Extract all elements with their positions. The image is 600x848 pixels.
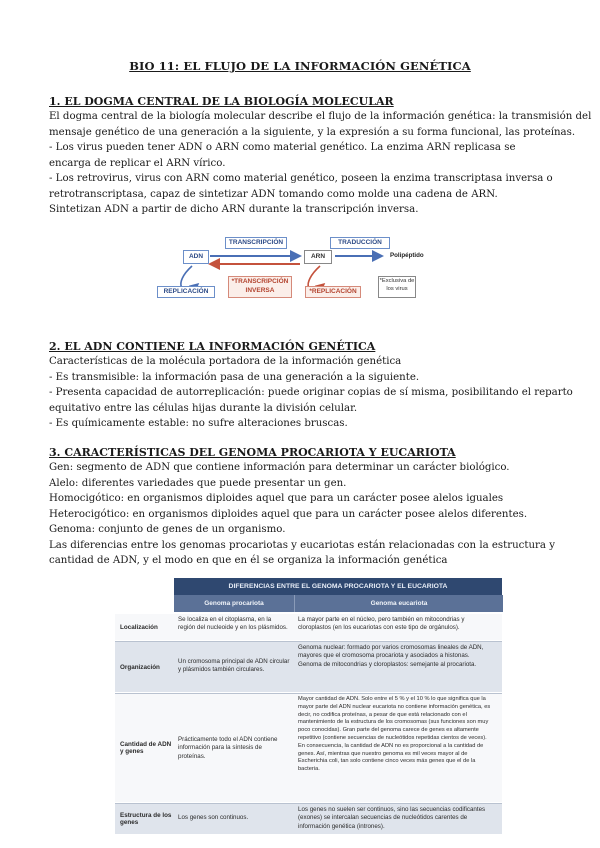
section3-line: Gen: segmento de ADN que contiene información para determinar un carácter biológico. xyxy=(49,462,510,473)
replication-label: REPLICACIÓN xyxy=(157,286,215,298)
section1-line: - Los virus pueden tener ADN o ARN como material genético. La enzima ARN replicasa se xyxy=(49,142,516,153)
section2-line: Características de la molécula portadora de la información genética xyxy=(49,356,402,367)
section3-line: Homocigótico: en organismos diploides aquel que para un carácter posee alelos iguales xyxy=(49,493,504,504)
section3-line: cantidad de ADN, y el modo en que en él se organiza la información genética xyxy=(49,555,448,566)
cell-localizacion-procariota: Se localiza en el citoplasma, en la región del nucleoide y en los plásmidos. xyxy=(174,614,294,640)
section2-line: - Presenta capacidad de autorreplicación: puede originar copias de sí misma, posibilitando el reparto xyxy=(49,387,573,398)
cell-localizacion-eucariota: La mayor parte en el núcleo, pero también en mitocondrias y cloroplastos (en los eucariotas con este tipo de orgánulos). xyxy=(294,614,502,640)
central-dogma-diagram xyxy=(150,232,450,304)
cell-cantidad-procariota: Prácticamente todo el ADN contiene información para la síntesis de proteínas. xyxy=(174,694,294,802)
section1-heading: 1. EL DOGMA CENTRAL DE LA BIOLOGÍA MOLECULAR xyxy=(49,95,394,108)
transcription-label: TRANSCRIPCIÓN xyxy=(225,237,287,249)
section3-heading: 3. CARACTERÍSTICAS DEL GENOMA PROCARIOTA Y EUCARIOTA xyxy=(49,446,456,459)
section1-line: - Los retrovirus, virus con ARN como material genético, poseen la enzima transcriptasa inversa o xyxy=(49,173,553,184)
section1-line: Sintetizan ADN a partir de dicho ARN durante la transcripción inversa. xyxy=(49,204,419,215)
section2-heading: 2. EL ADN CONTIENE LA INFORMACIÓN GENÉTICA xyxy=(49,340,376,353)
page-title: BIO 11: EL FLUJO DE LA INFORMACIÓN GENÉTICA xyxy=(129,59,471,73)
cell-organizacion-eucariota: Genoma nuclear: formado por varios cromosomas lineales de ADN, mayores que el cromosoma procariota y asociados a histonas. Genoma de mitocondrias y cloroplastos: semejante al procariota. xyxy=(294,642,502,692)
row-label-cantidad: Cantidad de ADN y genes xyxy=(115,694,174,802)
virus-exclusive-note: *Exclusiva de los virus xyxy=(378,276,416,298)
rna-replication-label: *REPLICACIÓN xyxy=(305,286,361,298)
cell-cantidad-eucariota: Mayor cantidad de ADN. Solo entre el 5 % y el 10 % lo que significa que la mayor parte del ADN nuclear eucariota no contiene información genética, es decir, no codifica proteínas, a pesar de que está relacionado con el mantenimiento de la estructura de los cromosomas (sus funciones son muy poco conocidas). Gran parte del genoma carece de genes es altamente repetitivo (contiene secuencias de nucleótidos repetidas cientos de veces). En consecuencia, la cantidad de ADN no es proporcional a la cantidad de genes. Así, mientras que nuestro genoma es mil veces mayor al de Escherichia coli, tan solo contiene cinco veces más genes que el de la bacteria. xyxy=(294,694,502,802)
section3-line: Las diferencias entre los genomas procariotas y eucariotas están relacionadas con la estructura y xyxy=(49,540,555,551)
dna-box: ADN xyxy=(183,250,209,264)
section1-line: retrotranscriptasa, capaz de sintetizar ADN tomando como molde una cadena de ARN. xyxy=(49,189,498,200)
translation-label: TRADUCCIÓN xyxy=(330,237,390,249)
table-title: DIFERENCIAS ENTRE EL GENOMA PROCARIOTA Y EL EUCARIOTA xyxy=(174,578,502,595)
section2-line: equitativo entre las células hijas durante la división celular. xyxy=(49,403,358,414)
section3-line: Alelo: diferentes variedades que puede presentar un gen. xyxy=(49,478,347,489)
cell-organizacion-procariota: Un cromosoma principal de ADN circular y plásmidos también circulares. xyxy=(174,642,294,692)
row-label-localizacion: Localización xyxy=(115,614,174,640)
cell-estructura-eucariota: Los genes no suelen ser continuos, sino las secuencias codificantes (exones) se intercalan secuencias de nucleótidos carentes de información genética (intrones). xyxy=(294,804,502,834)
rna-box: ARN xyxy=(304,250,332,264)
section3-line: Heterocigótico: en organismos diploides aquel que para un carácter posee alelos diferentes. xyxy=(49,509,528,520)
row-label-organizacion: Organización xyxy=(115,642,174,692)
column-header-procariota: Genoma procariota xyxy=(174,595,294,612)
section3-line: Genoma: conjunto de genes de un organismo. xyxy=(49,524,286,535)
reverse-transcription-label: *TRANSCRIPCIÓN INVERSA xyxy=(228,276,292,298)
section2-line: - Es químicamente estable: no sufre alteraciones bruscas. xyxy=(49,418,348,429)
section1-line: encarga de replicar el ARN vírico. xyxy=(49,158,226,169)
section1-line: El dogma central de la biología molecular describe el flujo de la información genética: la transmisión del xyxy=(49,111,592,122)
column-header-eucariota: Genoma eucariota xyxy=(294,595,503,612)
row-label-estructura: Estructura de los genes xyxy=(115,804,174,834)
section2-line: - Es transmisible: la información pasa de una generación a la siguiente. xyxy=(49,372,420,383)
section1-line: mensaje genético de una generación a la siguiente, y la expresión a su forma funcional, las proteínas. xyxy=(49,127,576,138)
cell-estructura-procariota: Los genes son continuos. xyxy=(174,804,294,834)
polypeptide-label: Polipéptido xyxy=(390,252,424,259)
